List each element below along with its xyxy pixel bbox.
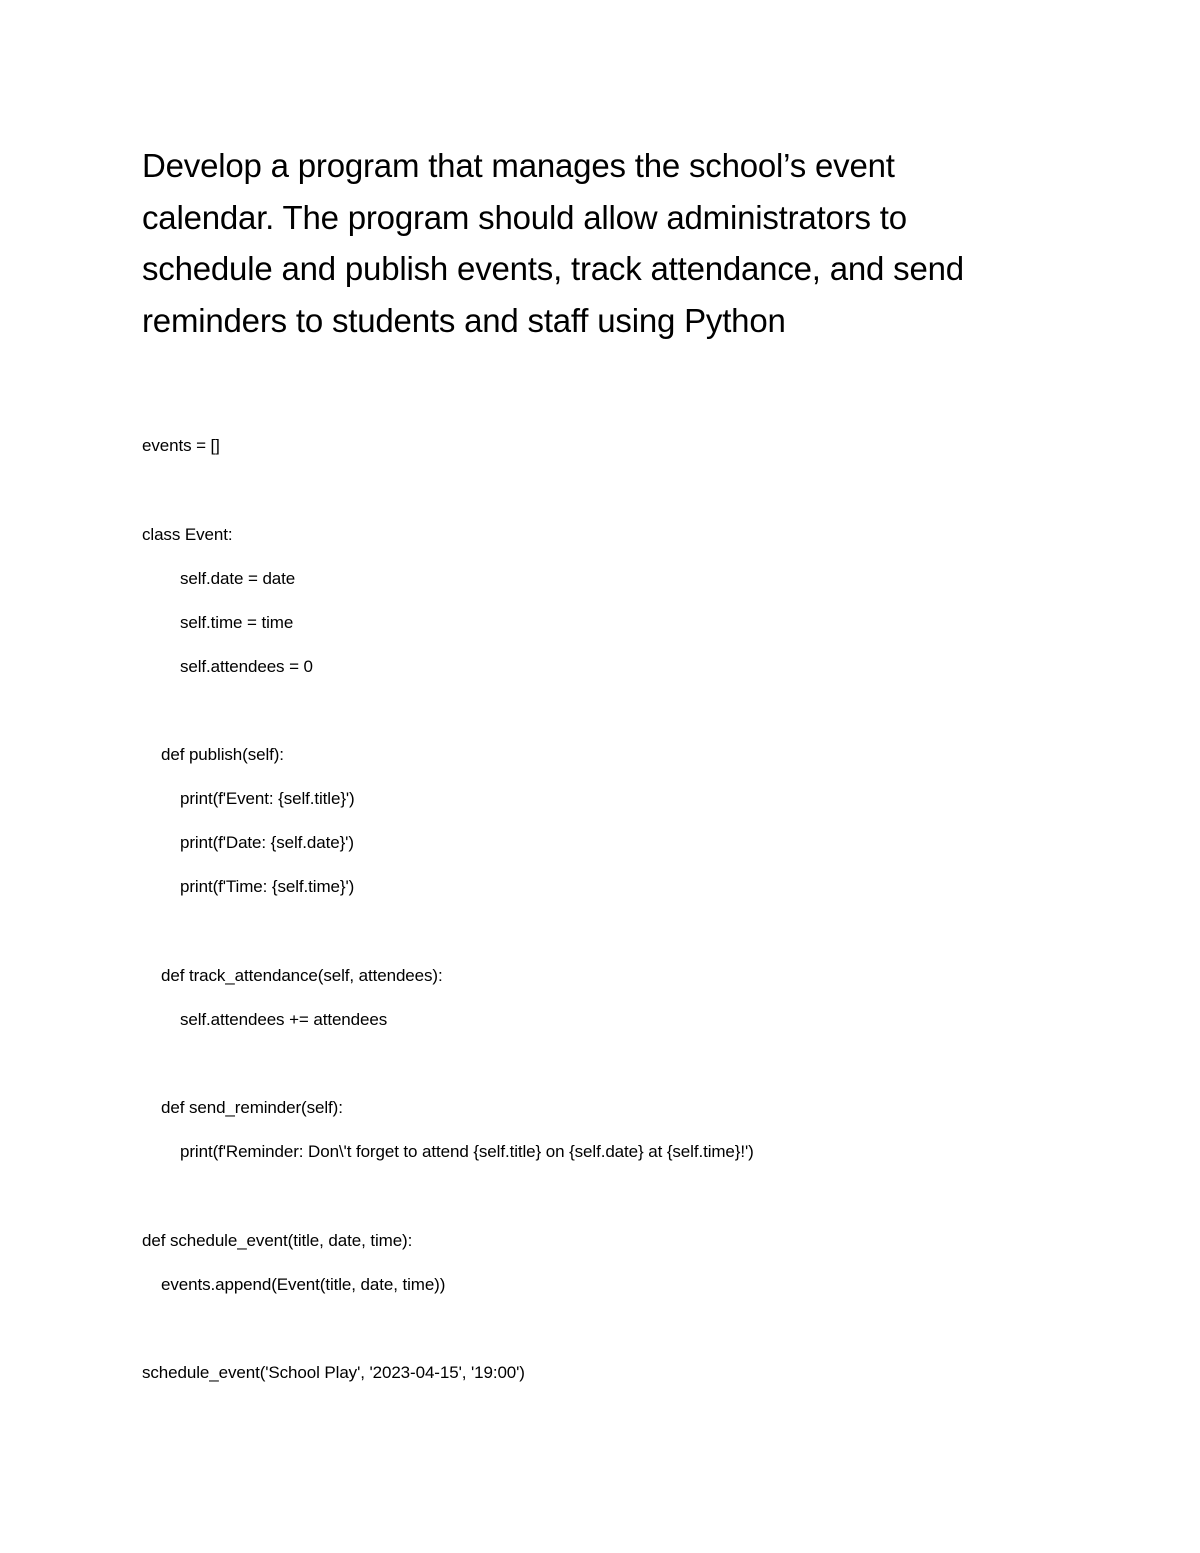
- code-line: def send_reminder(self):: [161, 1098, 343, 1117]
- code-line: self.attendees += attendees: [180, 1010, 388, 1029]
- heading-line: schedule and publish events, track attendance, and send: [142, 250, 964, 287]
- heading-line: calendar. The program should allow administrators to: [142, 198, 907, 236]
- code-line: schedule_event('School Play', '2023-04-15', '19:00'): [142, 1363, 525, 1382]
- code-line: self.attendees = 0: [180, 657, 313, 676]
- code-line: print(f'Date: {self.date}'): [180, 833, 354, 852]
- code-line: print(f'Time: {self.time}'): [180, 877, 355, 896]
- heading-line: Develop a program that manages the school’s event: [142, 147, 895, 184]
- code-line: class Event:: [142, 525, 233, 544]
- code-line: self.date = date: [180, 569, 296, 588]
- code-line: self.time = time: [180, 613, 294, 632]
- code-line: def publish(self):: [161, 745, 284, 764]
- code-line: def track_attendance(self, attendees):: [161, 966, 443, 985]
- code-line: print(f'Reminder: Don\'t forget to attend {self.title} on {self.date} at {self.time}!'): [180, 1142, 754, 1161]
- code-line: events = []: [142, 436, 220, 455]
- heading-line: reminders to students and staff using Python: [142, 301, 786, 339]
- code-line: print(f'Event: {self.title}'): [180, 789, 355, 808]
- code-line: events.append(Event(title, date, time)): [161, 1275, 446, 1294]
- code-line: def schedule_event(title, date, time):: [142, 1231, 413, 1250]
- document-heading: [142, 140, 1102, 346]
